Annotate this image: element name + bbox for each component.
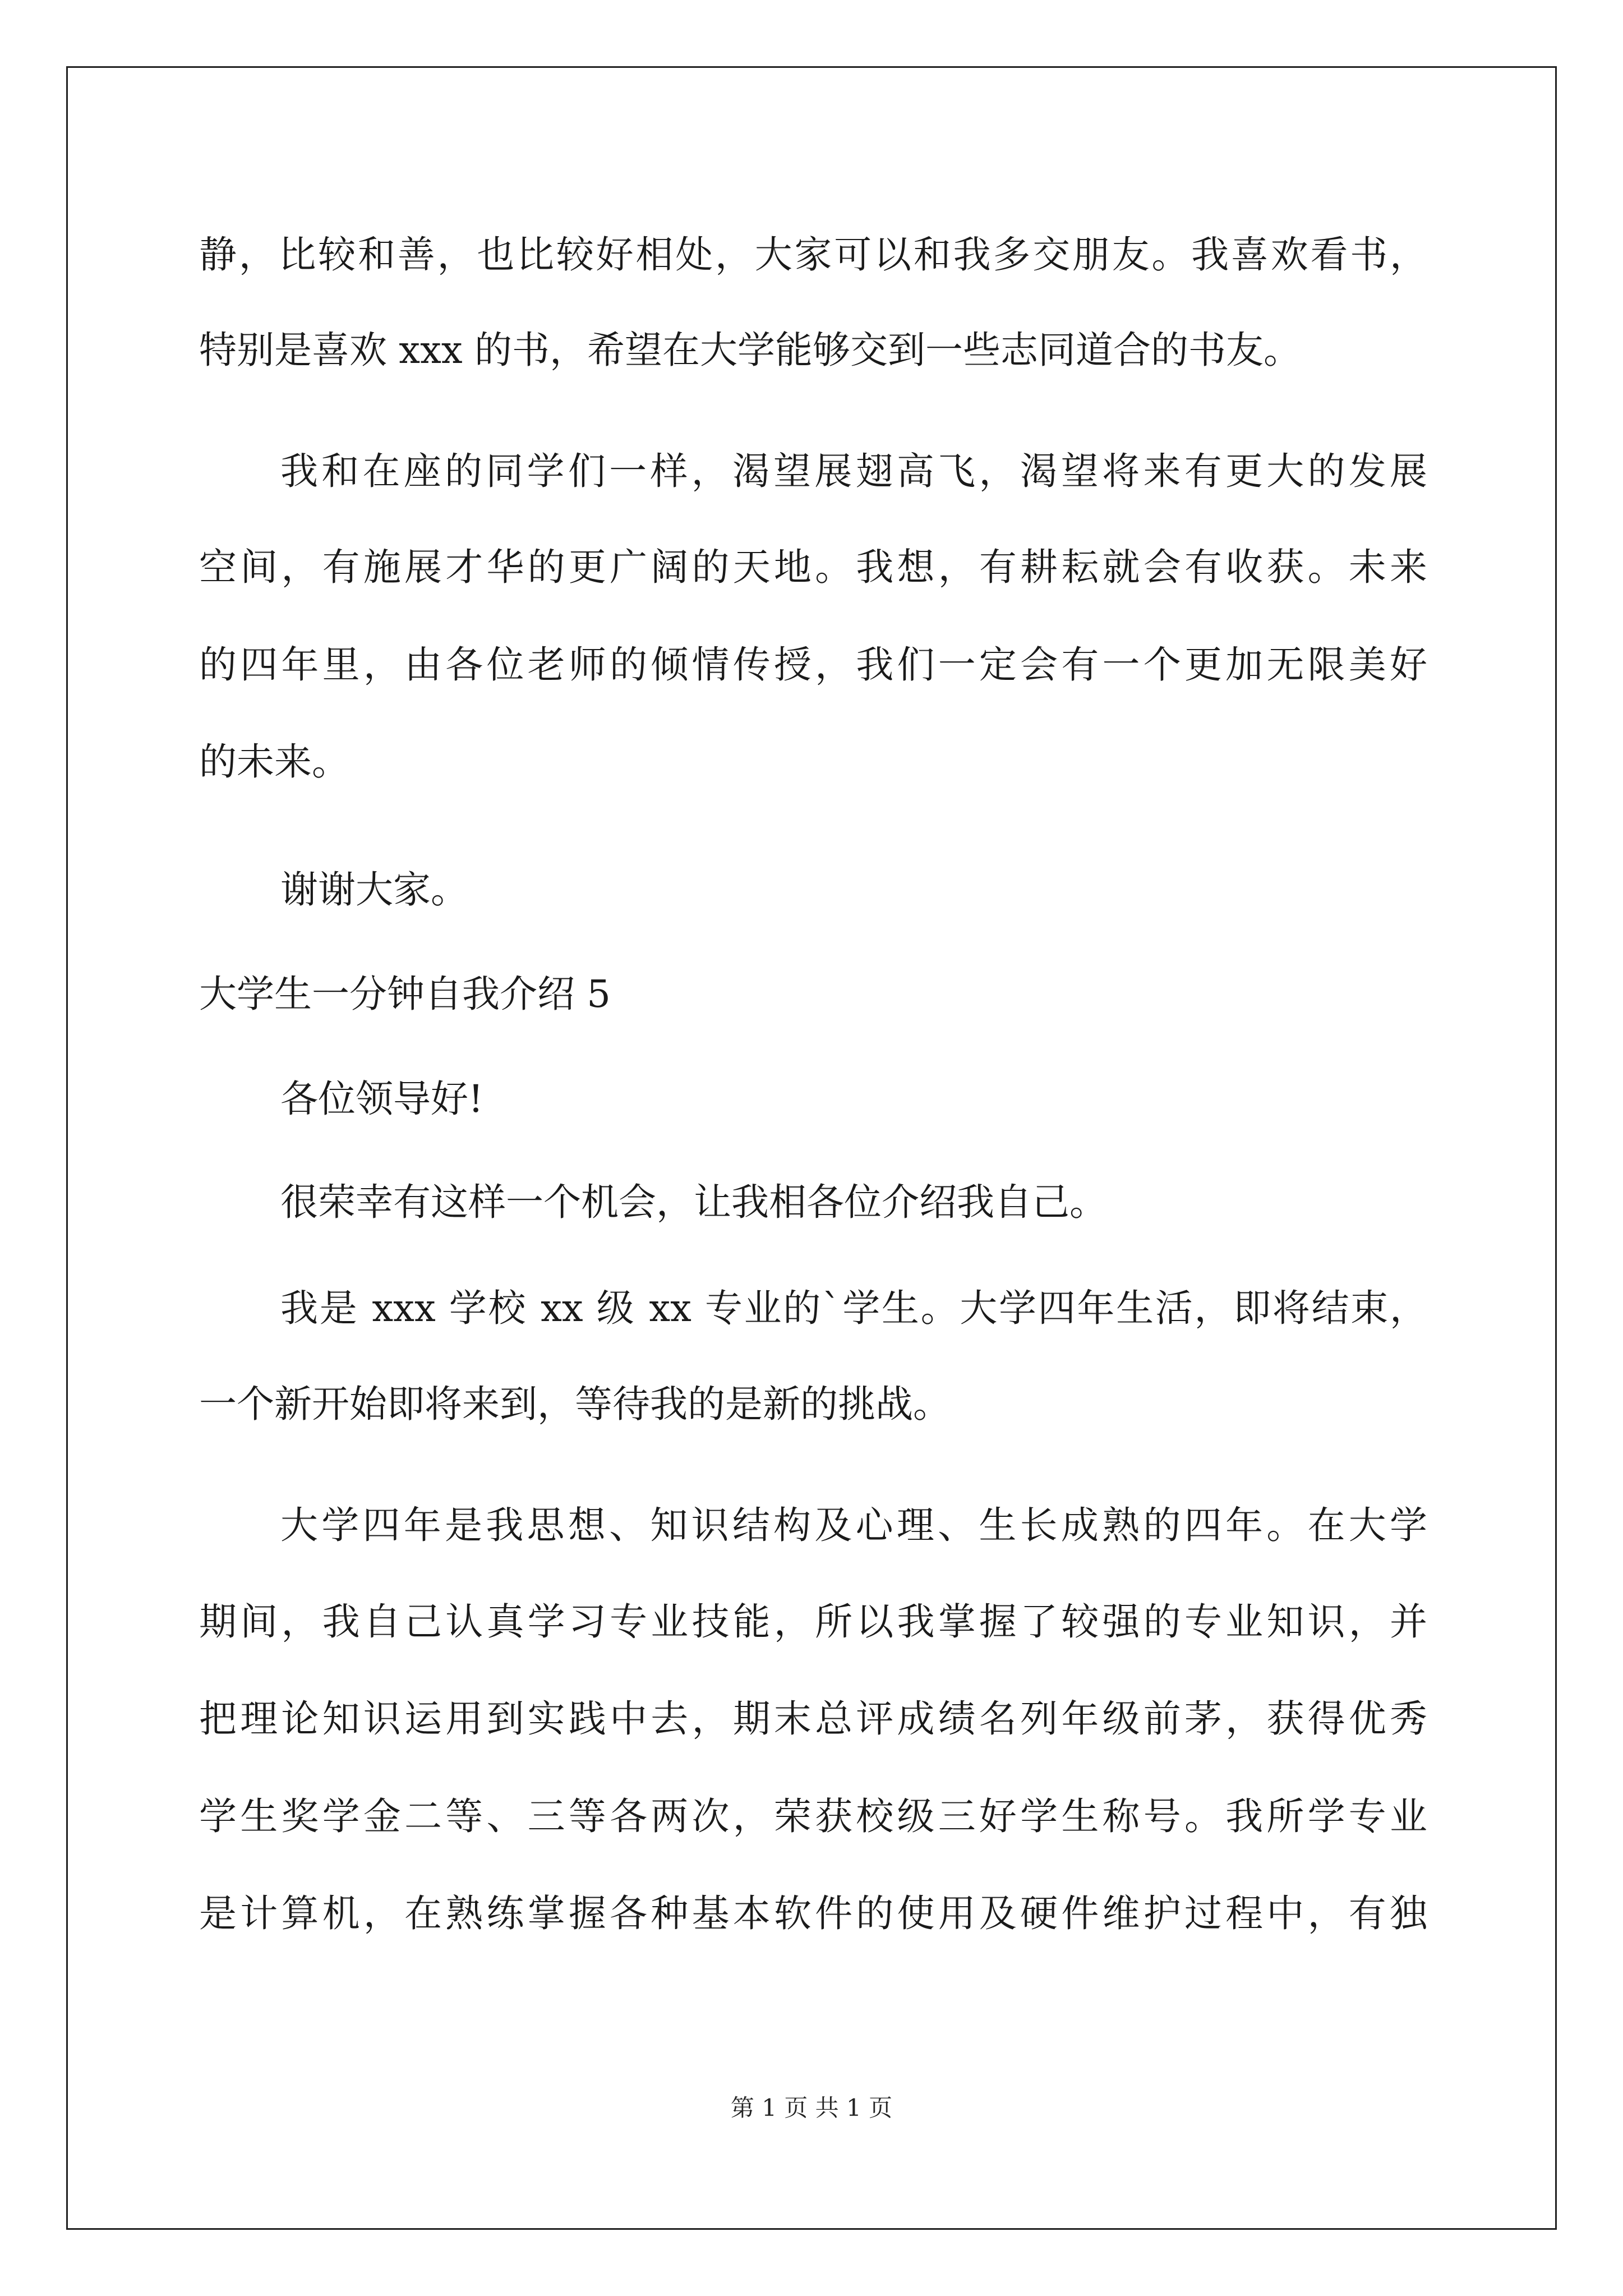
paragraph-line: 大学四年是我思想、知识结构及心理、生长成熟的四年。在大学: [280, 1503, 1427, 1547]
paragraph-line: 我和在座的同学们一样，渴望展翅高飞，渴望将来有更大的发展: [280, 449, 1427, 493]
page-number-footer: 第 1 页 共 1 页: [730, 2094, 893, 2122]
paragraph-line: 把理论知识运用到实践中去，期末总评成绩名列年级前茅，获得优秀: [199, 1697, 1427, 1741]
paragraph-line: 的四年里，由各位老师的倾情传授，我们一定会有一个更加无限美好: [199, 643, 1427, 687]
paragraph-line: 很荣幸有这样一个机会，让我相各位介绍我自己。: [280, 1180, 1107, 1224]
section-heading: 大学生一分钟自我介绍 5: [199, 972, 611, 1016]
paragraph-line: 静，比较和善，也比较好相处，大家可以和我多交朋友。我喜欢看书，: [199, 233, 1427, 277]
paragraph-line: 谢谢大家。: [280, 868, 468, 912]
paragraph-line: 学生奖学金二等、三等各两次，荣获校级三好学生称号。我所学专业: [199, 1795, 1427, 1838]
paragraph-line: 特别是喜欢 xxx 的书，希望在大学能够交到一些志同道合的书友。: [199, 328, 1301, 372]
paragraph-line: 是计算机，在熟练掌握各种基本软件的使用及硬件维护过程中，有独: [199, 1892, 1427, 1935]
paragraph-line: 期间，我自己认真学习专业技能，所以我掌握了较强的专业知识，并: [199, 1600, 1427, 1644]
paragraph-line: 一个新开始即将来到，等待我的是新的挑战。: [199, 1382, 951, 1426]
paragraph-line: 我是 xxx 学校 xx 级 xx 专业的`学生。大学四年生活，即将结束，: [280, 1286, 1427, 1330]
paragraph-line: 各位领导好!: [280, 1077, 483, 1121]
paragraph-line: 空间，有施展才华的更广阔的天地。我想，有耕耘就会有收获。未来: [199, 545, 1427, 589]
paragraph-line: 的未来。: [199, 740, 349, 784]
